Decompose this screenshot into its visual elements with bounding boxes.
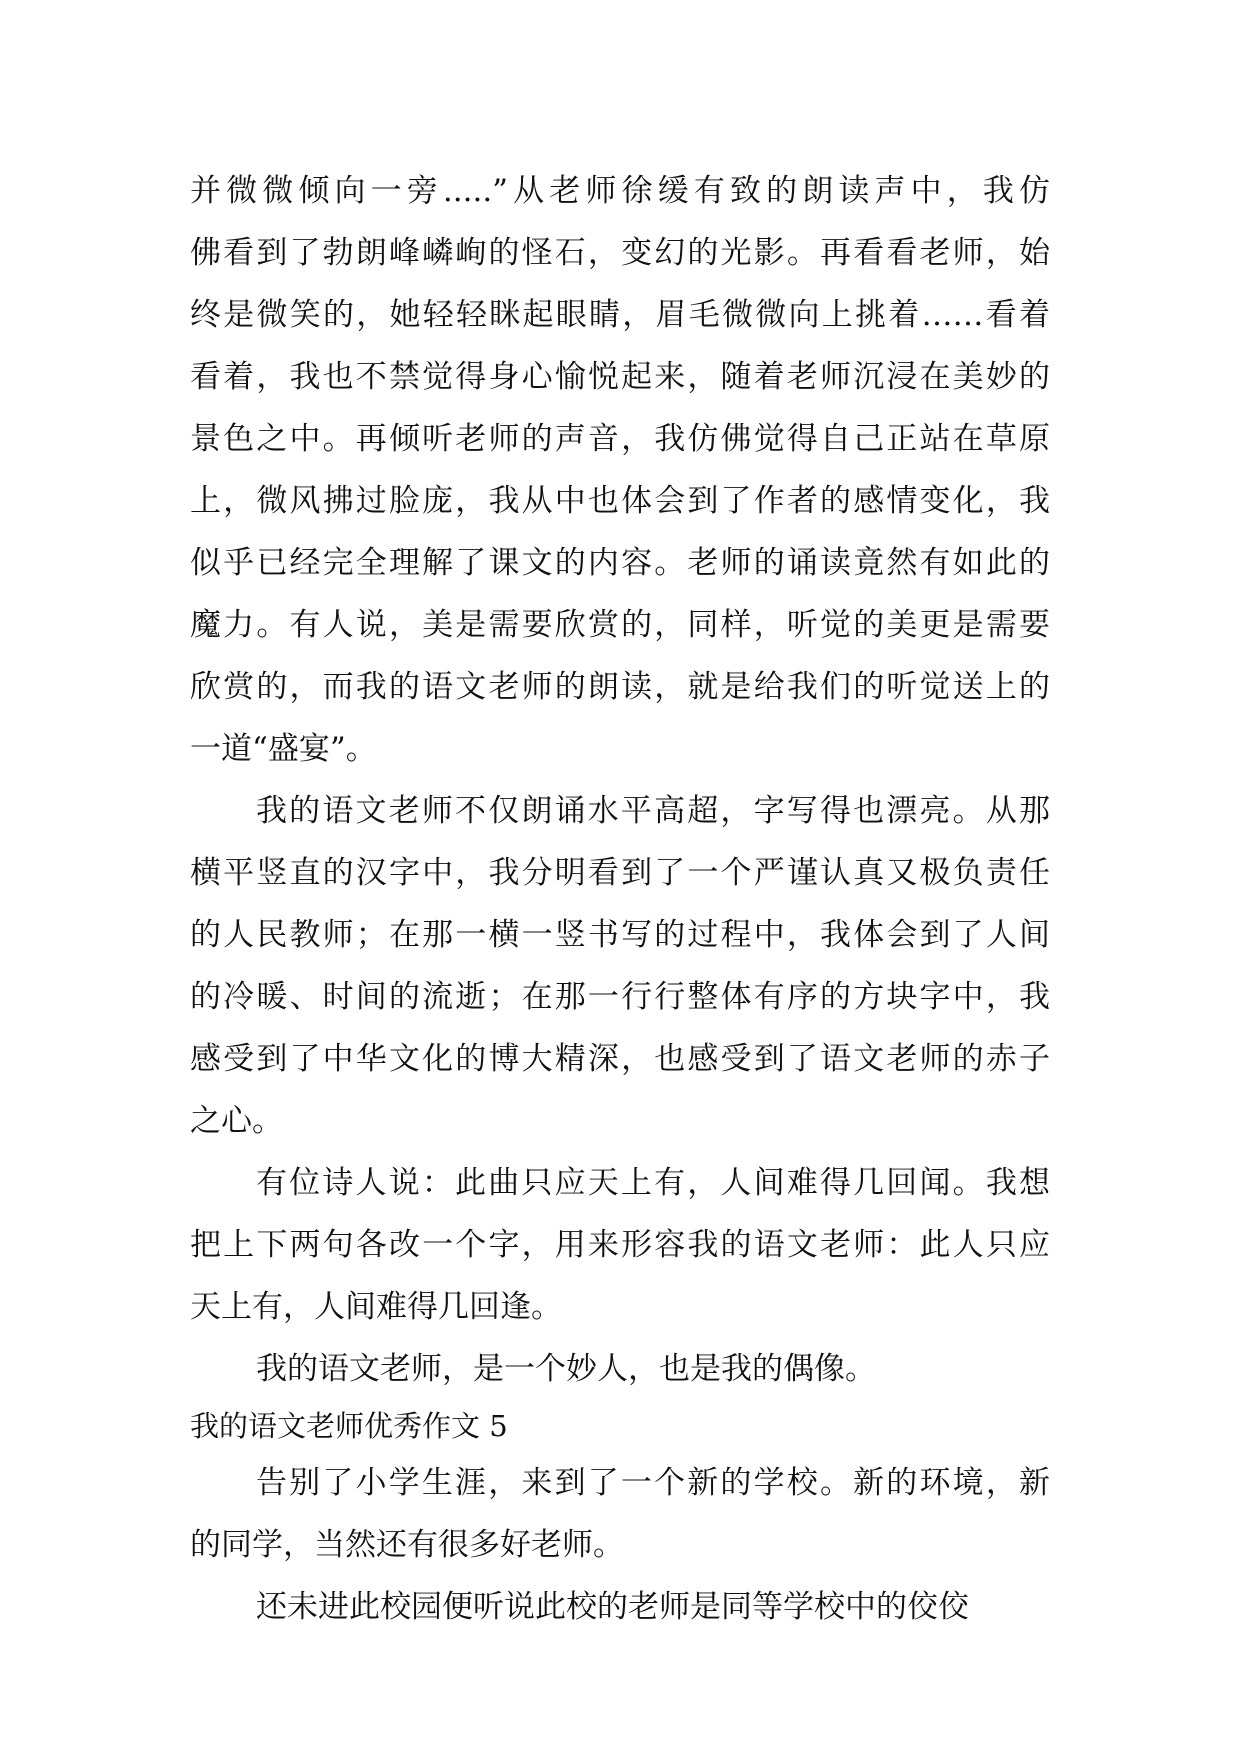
- text-line: 景色之中。再倾听老师的声音，我仿佛觉得自己正站在草原: [190, 421, 1050, 457]
- paragraph: [190, 160, 1050, 780]
- text-line: 告别了小学生涯，来到了一个新的学校。新的环境，新: [256, 1465, 1050, 1501]
- text-line: 我的语文老师不仅朗诵水平高超，字写得也漂亮。从那: [256, 793, 1050, 829]
- text-line: 把上下两句各改一个字，用来形容我的语文老师：此人只应: [190, 1227, 1050, 1263]
- text-line: 欣赏的，而我的语文老师的朗读，就是给我们的听觉送上的: [190, 669, 1050, 705]
- text-line: 的人民教师；在那一横一竖书写的过程中，我体会到了人间: [190, 917, 1050, 953]
- paragraph: [190, 1152, 1050, 1338]
- paragraph: [190, 780, 1050, 1152]
- text-line: 天上有，人间难得几回逢。: [190, 1289, 562, 1325]
- text-line: 看着，我也不禁觉得身心愉悦起来，随着老师沉浸在美妙的: [190, 359, 1050, 395]
- paragraph: [190, 1576, 1050, 1638]
- text-line: 魔力。有人说，美是需要欣赏的，同样，听觉的美更是需要: [190, 607, 1050, 643]
- text-line: 横平竖直的汉字中，我分明看到了一个严谨认真又极负责任: [190, 855, 1050, 891]
- text-line: 有位诗人说：此曲只应天上有，人间难得几回闻。我想: [256, 1165, 1050, 1201]
- paragraph: [190, 1338, 1050, 1400]
- text-line: 的冷暖、时间的流逝；在那一行行整体有序的方块字中，我: [190, 979, 1050, 1015]
- text-line: 似乎已经完全理解了课文的内容。老师的诵读竟然有如此的: [190, 545, 1050, 581]
- text-line: 上，微风拂过脸庞，我从中也体会到了作者的感情变化，我: [190, 483, 1050, 519]
- text-line: 我的语文老师，是一个妙人，也是我的偶像。: [256, 1351, 876, 1387]
- document-body: [190, 160, 1050, 1638]
- text-line: 并微微倾向一旁.....”从老师徐缓有致的朗读声中，我仿: [190, 173, 1050, 209]
- text-line: 终是微笑的，她轻轻眯起眼睛，眉毛微微向上挑着……看着: [190, 297, 1050, 333]
- text-line: 的同学，当然还有很多好老师。: [190, 1527, 624, 1563]
- paragraph: [190, 1452, 1050, 1576]
- text-line: 佛看到了勃朗峰嶙峋的怪石，变幻的光影。再看看老师，始: [190, 235, 1050, 271]
- text-line: 之心。: [190, 1103, 283, 1139]
- section-heading: 我的语文老师优秀作文 5: [190, 1409, 508, 1443]
- text-line: 一道“盛宴”。: [190, 731, 377, 767]
- text-line: 感受到了中华文化的博大精深，也感受到了语文老师的赤子: [190, 1041, 1050, 1077]
- text-line: 还未进此校园便听说此校的老师是同等学校中的佼佼: [256, 1589, 969, 1625]
